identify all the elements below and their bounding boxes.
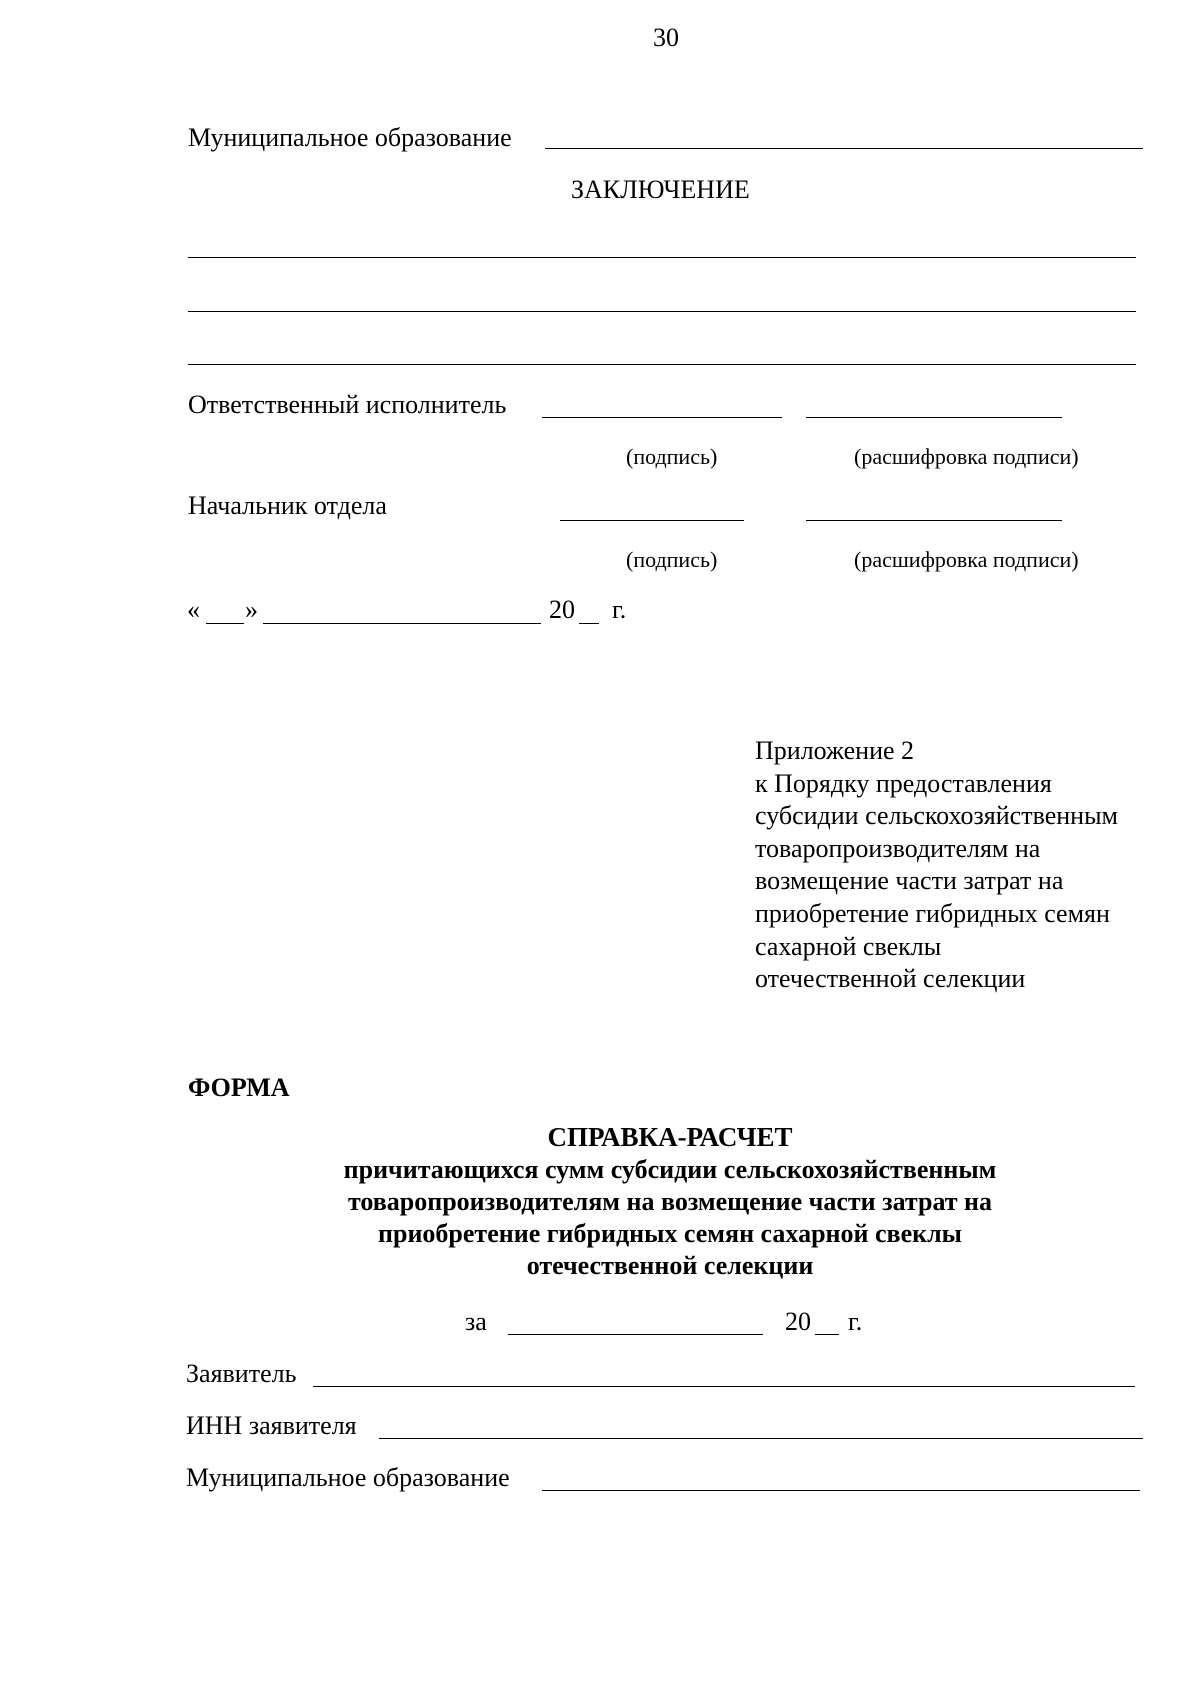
applicant-label: Заявитель bbox=[186, 1359, 297, 1388]
form-subtitle-line: приобретение гибридных семян сахарной свеклы bbox=[378, 1219, 962, 1248]
appendix-line: Приложение 2 bbox=[755, 736, 915, 765]
date-day-line[interactable] bbox=[206, 623, 244, 624]
form-subtitle-line: причитающихся сумм субсидии сельскохозяйственным bbox=[343, 1155, 997, 1184]
conclusion-line[interactable] bbox=[188, 311, 1136, 312]
date-year-line[interactable] bbox=[579, 623, 599, 624]
date-year-prefix: 20 bbox=[549, 595, 575, 624]
form-municipality-field-line[interactable] bbox=[542, 1490, 1140, 1491]
form-subtitle-line: отечественной селекции bbox=[526, 1251, 814, 1280]
period-year-line[interactable] bbox=[815, 1334, 839, 1335]
appendix-line: приобретение гибридных семян bbox=[755, 898, 1110, 928]
date-year-suffix: г. bbox=[612, 595, 627, 624]
municipality-field-line[interactable] bbox=[545, 148, 1143, 149]
conclusion-line[interactable] bbox=[188, 364, 1136, 365]
municipality-label: Муниципальное образование bbox=[188, 123, 512, 152]
signature-hint: (подпись) bbox=[626, 547, 718, 572]
page-number: 30 bbox=[653, 23, 679, 52]
period-prefix: за bbox=[465, 1307, 487, 1336]
applicant-field-line[interactable] bbox=[313, 1386, 1135, 1387]
inn-label: ИНН заявителя bbox=[186, 1411, 357, 1440]
inn-field-line[interactable] bbox=[379, 1438, 1143, 1439]
appendix-line: отечественной селекции bbox=[755, 964, 1026, 994]
appendix-line: сахарной свеклы bbox=[755, 931, 942, 961]
head-decode-line[interactable] bbox=[806, 520, 1062, 521]
form-subtitle-line: товаропроизводителям на возмещение части затрат на bbox=[347, 1187, 993, 1216]
appendix-block bbox=[755, 735, 1175, 996]
conclusion-line[interactable] bbox=[188, 257, 1136, 258]
date-month-line[interactable] bbox=[263, 623, 541, 624]
form-title-block bbox=[200, 1120, 1140, 1282]
form-municipality-label: Муниципальное образование bbox=[186, 1463, 510, 1492]
period-year-prefix: 20 bbox=[785, 1307, 811, 1336]
date-open-quote: « bbox=[187, 595, 200, 624]
responsible-signature-line[interactable] bbox=[542, 417, 782, 418]
signature-decode-hint: (расшифровка подписи) bbox=[854, 547, 1079, 572]
responsible-label: Ответственный исполнитель bbox=[188, 390, 507, 419]
form-label: ФОРМА bbox=[188, 1073, 290, 1102]
signature-hint: (подпись) bbox=[626, 444, 718, 469]
date-close-quote: » bbox=[245, 595, 258, 624]
appendix-line: возмещение части затрат на bbox=[755, 866, 1064, 896]
conclusion-heading: ЗАКЛЮЧЕНИЕ bbox=[571, 175, 750, 204]
appendix-line: к Порядку предоставления bbox=[755, 768, 1052, 798]
head-label: Начальник отдела bbox=[188, 491, 387, 520]
responsible-decode-line[interactable] bbox=[806, 417, 1062, 418]
appendix-line: товаропроизводителям на bbox=[755, 833, 1041, 863]
period-year-suffix: г. bbox=[848, 1307, 863, 1336]
form-title: СПРАВКА-РАСЧЕТ bbox=[547, 1122, 793, 1152]
appendix-line: субсидии сельскохозяйственным bbox=[755, 801, 1118, 831]
period-field-line[interactable] bbox=[508, 1334, 763, 1335]
head-signature-line[interactable] bbox=[560, 520, 744, 521]
signature-decode-hint: (расшифровка подписи) bbox=[854, 444, 1079, 469]
